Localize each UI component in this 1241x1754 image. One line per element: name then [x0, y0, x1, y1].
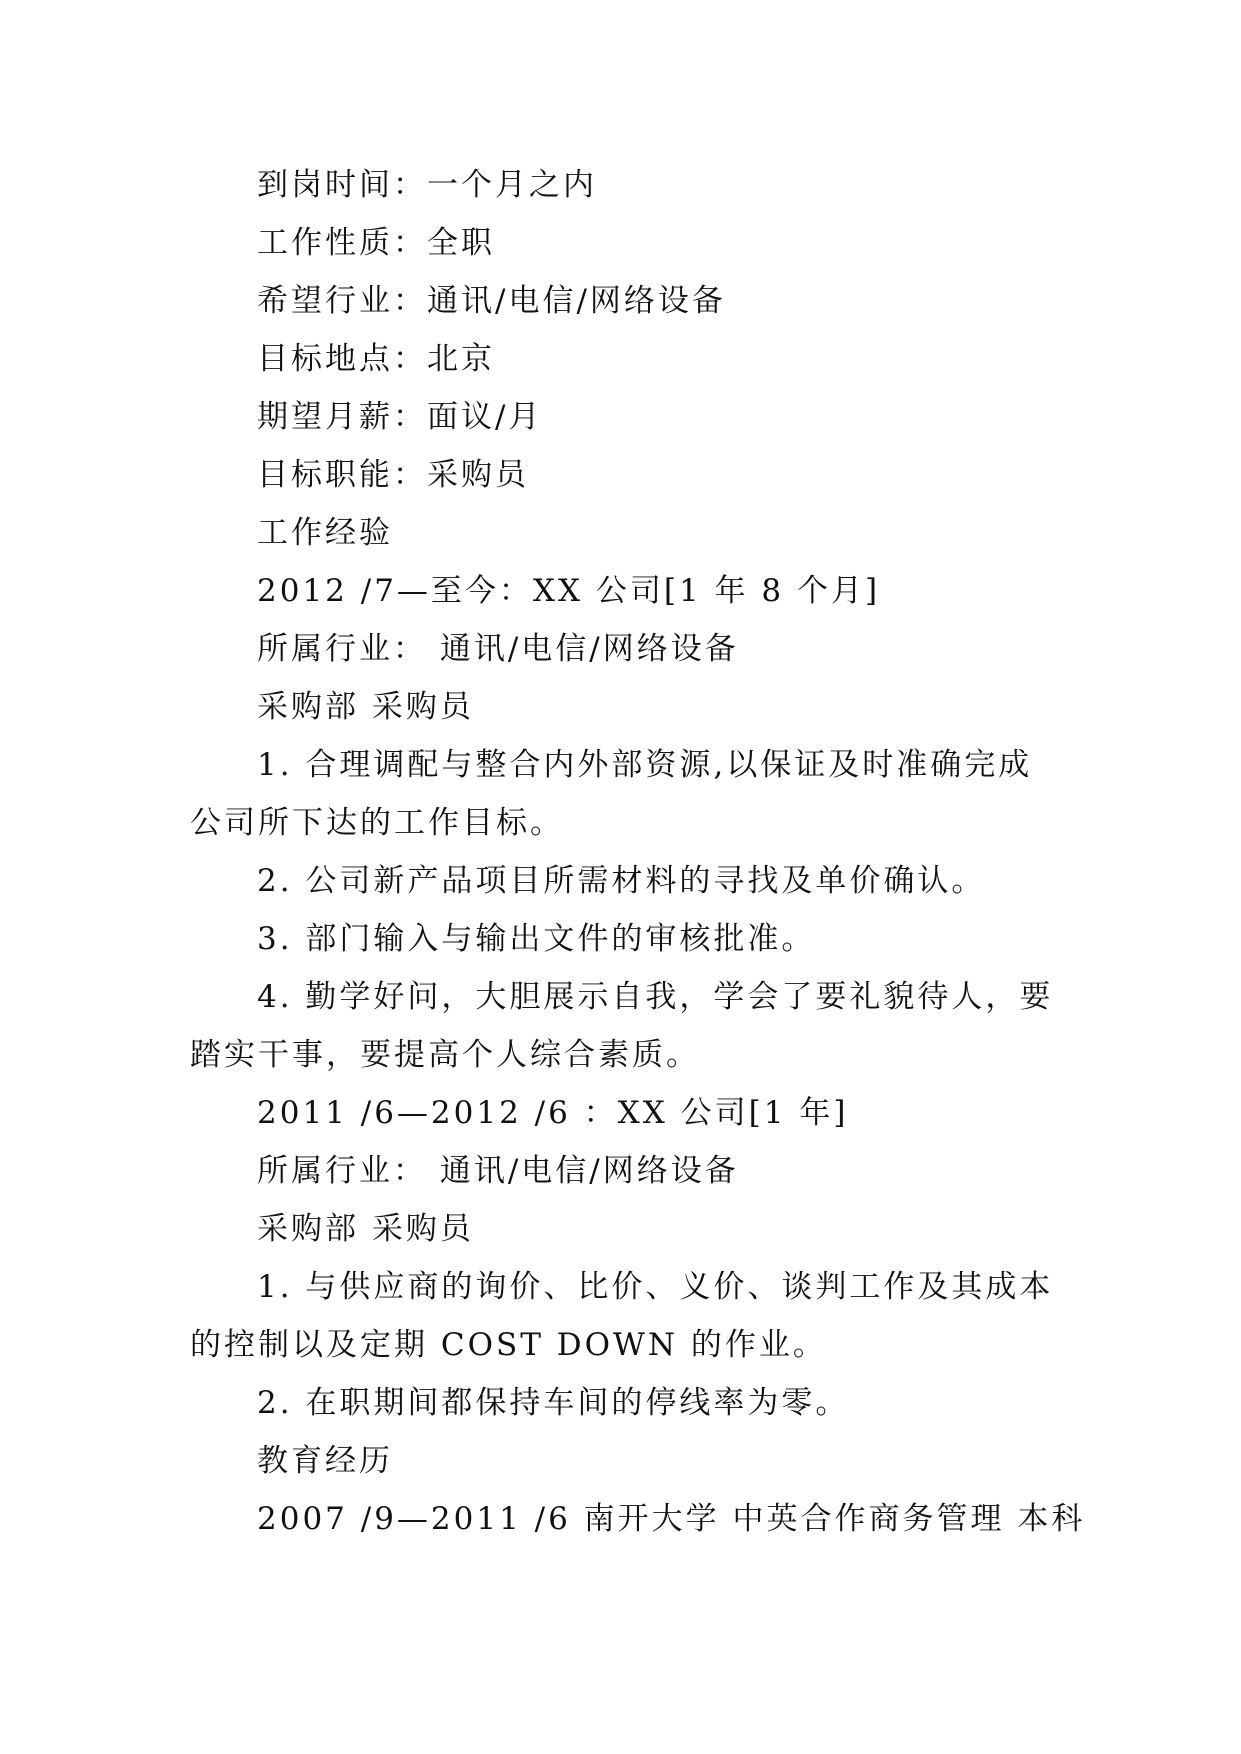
education-heading: 教育经历 — [257, 1443, 393, 1479]
job2-duty1-line: 1. 与供应商的询价、比价、义价、谈判工作及其成本 — [257, 1269, 1054, 1305]
job2-period-line: 2011 /6—2012 /6 ：XX 公司[1 年] — [257, 1095, 849, 1131]
job2-industry-line: 所属行业： 通讯/电信/网络设备 — [257, 1153, 739, 1189]
job2-duty1-cont-line: 的控制以及定期 COST DOWN 的作业。 — [190, 1327, 827, 1363]
job1-duty4-cont-line: 踏实干事，要提高个人综合素质。 — [190, 1037, 700, 1073]
job2-position-line: 采购部 采购员 — [257, 1211, 474, 1247]
target-location-line: 目标地点：北京 — [257, 341, 495, 377]
work-experience-heading: 工作经验 — [257, 515, 393, 551]
job1-duty4-line: 4. 勤学好问，大胆展示自我，学会了要礼貌待人，要 — [257, 979, 1054, 1015]
job1-position-line: 采购部 采购员 — [257, 689, 474, 725]
education-entry-line: 2007 /9—2011 /6 南开大学 中英合作商务管理 本科 — [257, 1501, 1086, 1537]
job1-industry-line: 所属行业： 通讯/电信/网络设备 — [257, 631, 739, 667]
job2-duty2-line: 2. 在职期间都保持车间的停线率为零。 — [257, 1385, 850, 1421]
arrival-time-line: 到岗时间：一个月之内 — [257, 167, 597, 203]
job1-duty2-line: 2. 公司新产品项目所需材料的寻找及单价确认。 — [257, 863, 986, 899]
target-function-line: 目标职能：采购员 — [257, 457, 529, 493]
job1-period-line: 2012 /7—至今：XX 公司[1 年 8 个月] — [257, 573, 881, 609]
job1-duty3-line: 3. 部门输入与输出文件的审核批准。 — [257, 921, 816, 957]
job1-duty1-line: 1. 合理调配与整合内外部资源,以保证及时准确完成 — [257, 747, 1033, 783]
desired-industry-line: 希望行业：通讯/电信/网络设备 — [257, 283, 726, 319]
work-type-line: 工作性质：全职 — [257, 225, 495, 261]
job1-duty1-cont-line: 公司所下达的工作目标。 — [190, 805, 564, 841]
expected-salary-line: 期望月薪：面议/月 — [257, 399, 543, 435]
